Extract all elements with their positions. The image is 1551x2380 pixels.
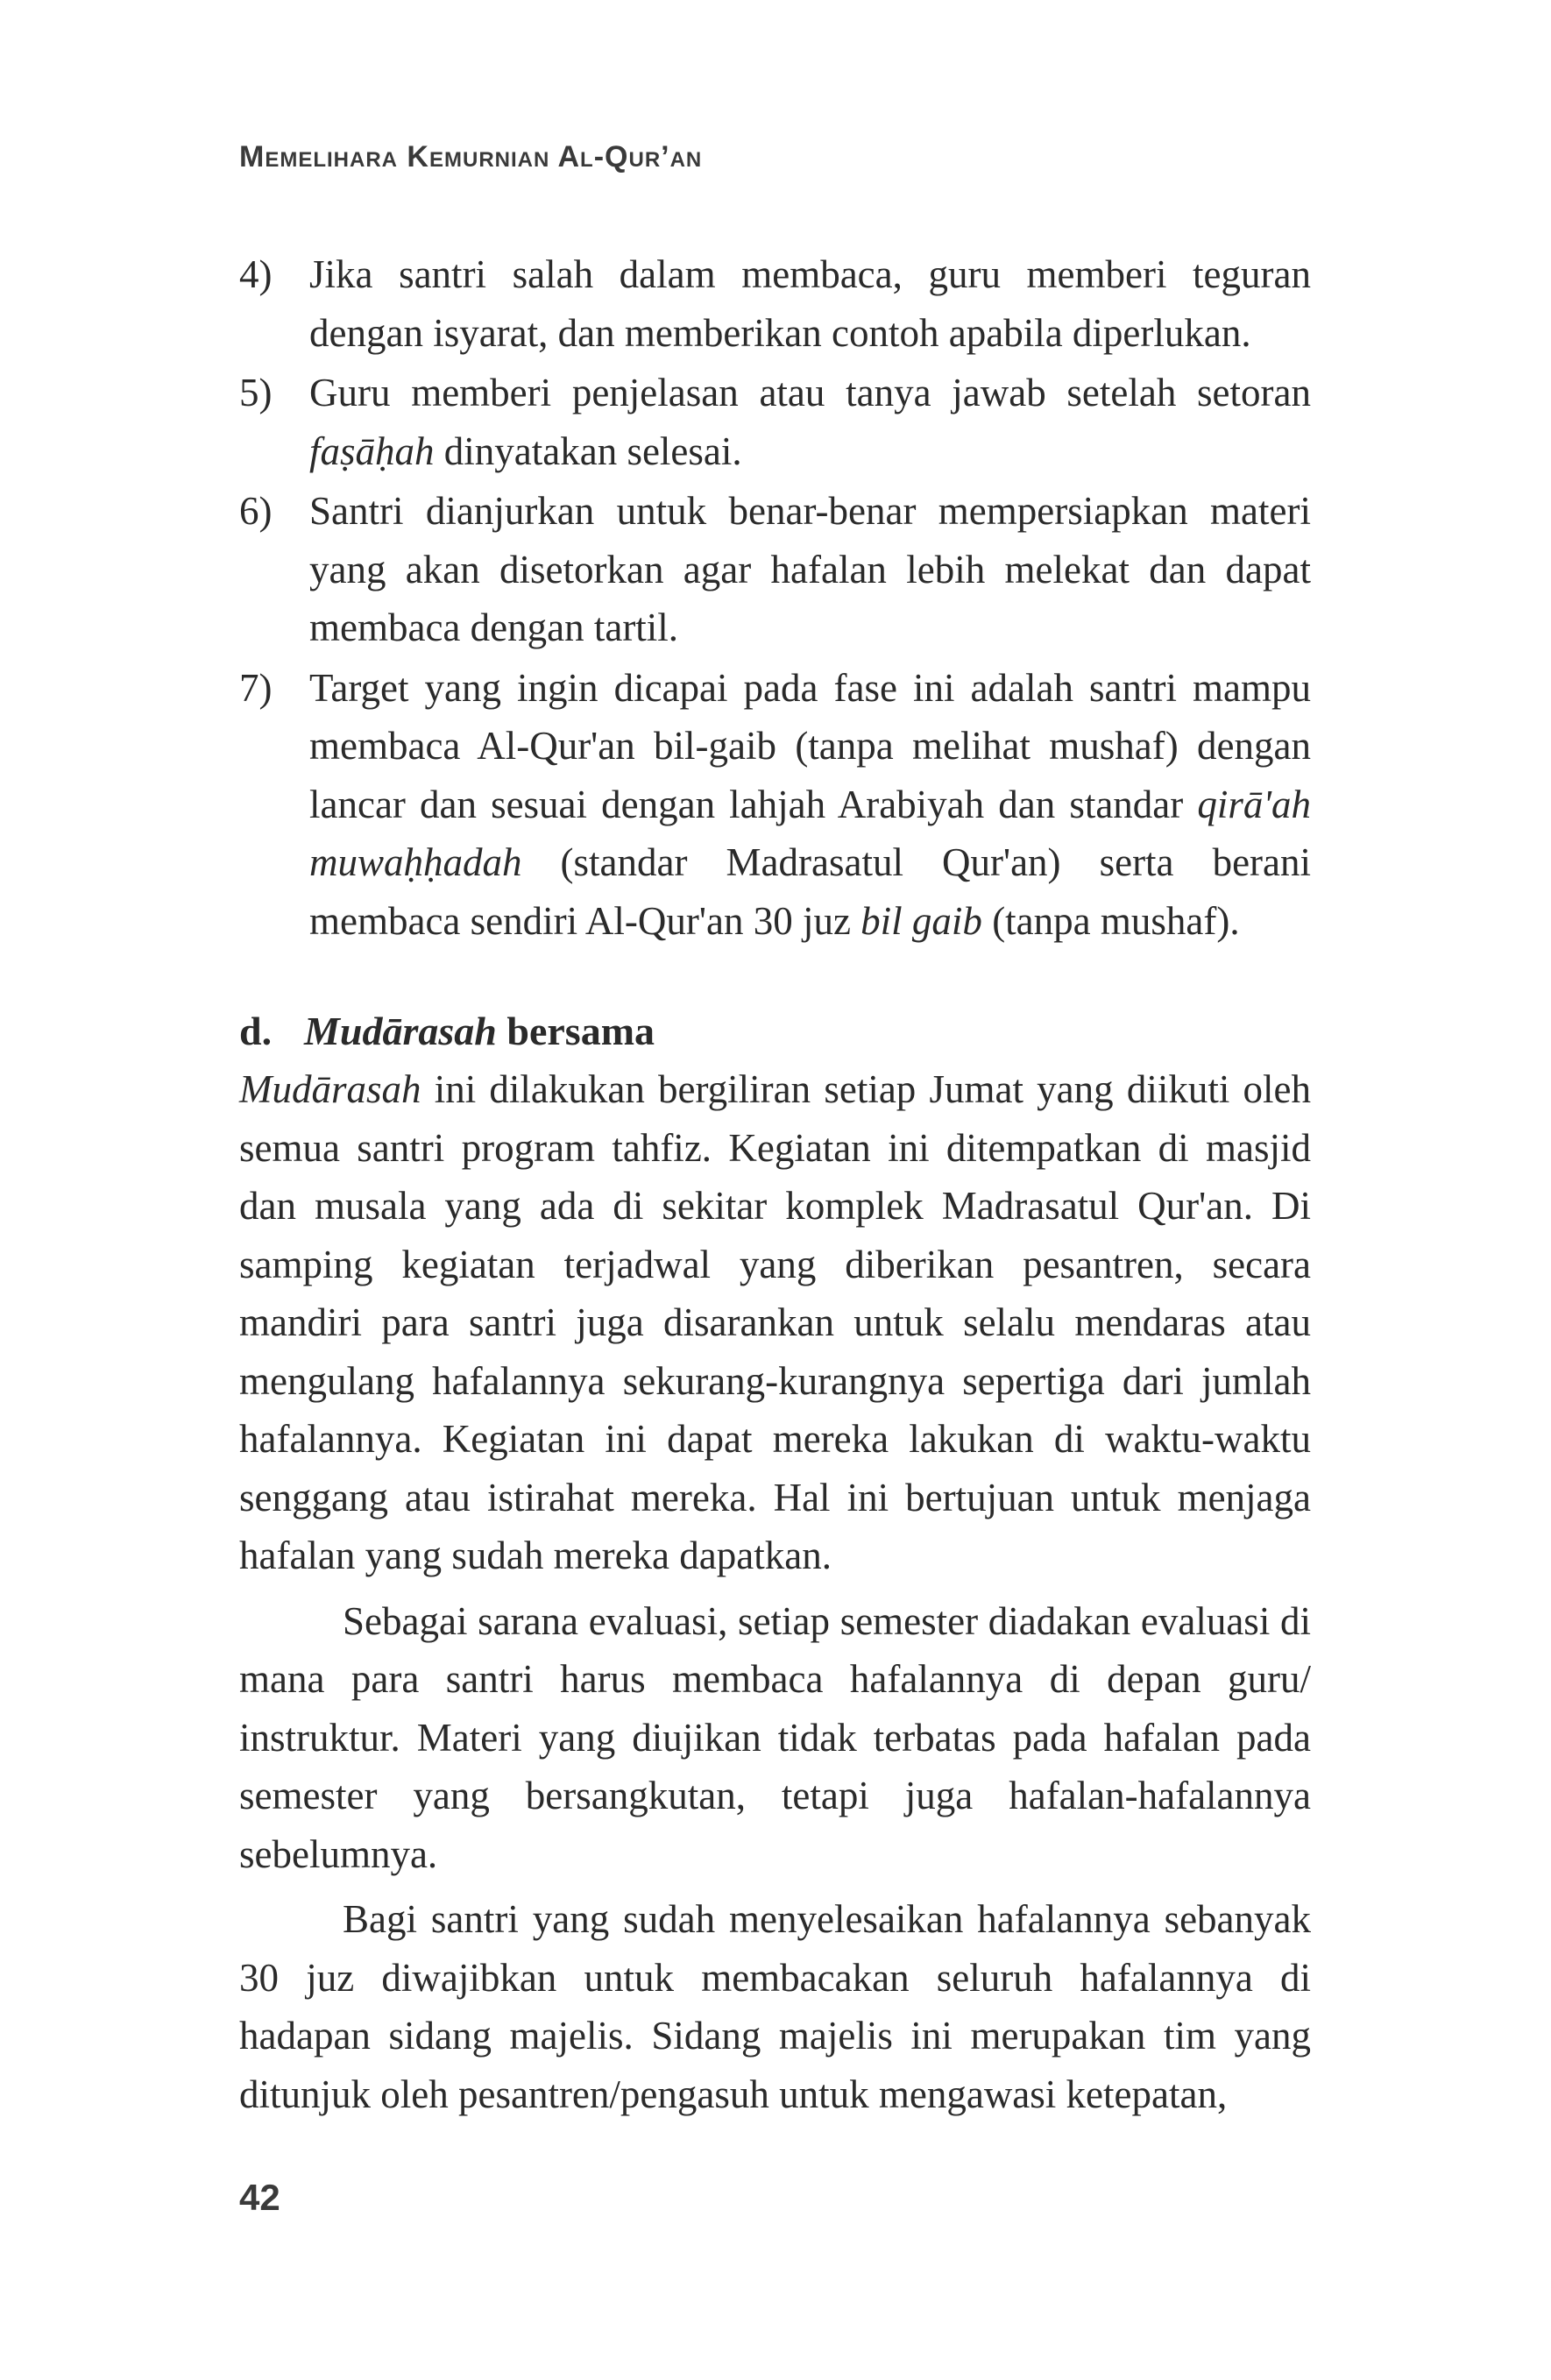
body-paragraph	[239, 1890, 1311, 2123]
list-item	[239, 659, 1311, 951]
paragraph-text: Sebagai sarana evaluasi, setiap semester diadakan evaluasi di mana para santri harus membaca hafalannya di depan guru/ instruktur. Materi yang diujikan tidak terbatas pada hafalan pada semester yang bersangkutan, tetapi juga hafalan-hafalannya sebelumnya.	[239, 1598, 1311, 1876]
section-heading	[239, 1002, 1311, 1060]
italic-term: faṣāḥah	[309, 429, 435, 473]
list-item-text: (tanpa mushaf).	[981, 898, 1240, 943]
running-header: Memelihara Kemurnian Al-Qur’an	[239, 140, 703, 174]
list-item	[239, 245, 1311, 362]
italic-term: Mudārasah	[239, 1067, 421, 1111]
paragraph-text: Bagi santri yang sudah menyelesaikan hafalannya sebanyak 30 juz diwajibkan untuk membacakan seluruh hafalannya di hadapan sidang majelis. Sidang majelis ini merupakan tim yang ditunjuk oleh pesantren/pengasuh untuk mengawasi ketepatan,	[239, 1897, 1311, 2116]
list-item-number: 7)	[239, 665, 273, 710]
list-item-text: dinyatakan selesai.	[434, 429, 742, 473]
italic-term: qirā'ah muwaḥḥadah	[309, 782, 1311, 884]
paragraph-text: ini dilakukan bergiliran setiap Jumat yang diikuti oleh semua santri program tahfiz. Kegiatan ini ditempatkan di masjid dan musala yang ada di sekitar komplek Madrasatul Qur'an. Di samping kegiatan terjadwal yang diberikan pesantren, secara mandiri para santri juga disarankan untuk selalu mendaras atau mengulang hafalannya sekurang-kurangnya sepertiga dari jumlah hafalannya. Kegiatan ini dapat mereka lakukan di waktu-waktu senggang atau istirahat mereka. Hal ini bertujuan untuk menjaga hafalan yang sudah mereka dapatkan.	[239, 1067, 1311, 1577]
section-letter: d.	[239, 1009, 273, 1053]
numbered-list	[239, 245, 1311, 950]
section-title-rest: bersama	[496, 1009, 655, 1053]
list-item	[239, 364, 1311, 480]
list-item-text: (standar Madrasatul Qur'an) serta berani membaca sendiri Al-Qur'an 30 juz	[309, 840, 1311, 943]
list-item-number: 6)	[239, 489, 273, 533]
list-item	[239, 482, 1311, 657]
list-item-number: 4)	[239, 252, 273, 296]
list-item-text: Guru memberi penjelasan atau tanya jawab setelah setoran	[309, 371, 1311, 414]
list-item-number: 5)	[239, 371, 273, 414]
body-paragraph	[239, 1592, 1311, 1884]
body-paragraph	[239, 1060, 1311, 1585]
list-item-text: Target yang ingin dicapai pada fase ini adalah santri mampu membaca Al-Qur'an bil-gaib (tanpa melihat mushaf) dengan lancar dan sesuai dengan lahjah Arabiyah dan standar	[309, 665, 1311, 826]
list-item-text: Santri dianjurkan untuk benar-benar mempersiapkan materi yang akan disetorkan agar hafalan lebih melekat dan dapat membaca dengan tartil.	[309, 489, 1311, 649]
page-number: 42	[239, 2177, 280, 2218]
section-title-italic: Mudārasah	[304, 1009, 497, 1053]
list-item-text: Jika santri salah dalam membaca, guru memberi teguran dengan isyarat, dan memberikan contoh apabila diperlukan.	[309, 252, 1311, 355]
italic-term: bil gaib	[860, 898, 982, 943]
page-body	[239, 245, 1311, 2130]
